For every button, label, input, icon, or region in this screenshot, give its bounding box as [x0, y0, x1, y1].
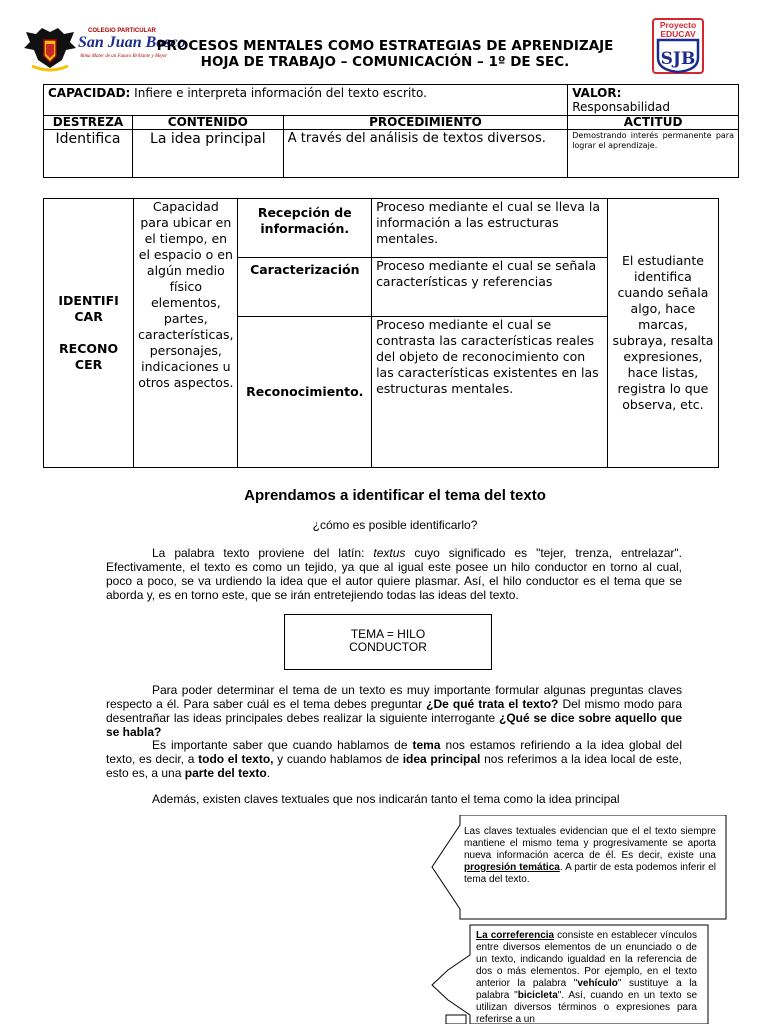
tema-box-line2: CONDUCTOR: [349, 640, 427, 654]
capacity-description: Capacidad para ubicar en el tiempo, en el espacio o en algún medio físico elementos, partes, características, personajes, indicaciones u otros aspectos.: [134, 199, 238, 468]
tema-box-line1: TEMA = HILO: [350, 627, 426, 641]
capacidad-text: Infiere e interpreta información del texto escrito.: [130, 86, 427, 100]
stage-name: Reconocimiento.: [238, 317, 372, 468]
skill-identificar: IDENTIFI CAR: [58, 293, 119, 324]
school-name: San Juan Bosco: [78, 34, 186, 51]
p2-part-b: Del mismo modo para desentrañar las ideas principales debes realizar la siguiente interrogante: [106, 697, 682, 725]
procedimiento-value: A través del análisis de textos diversos.: [283, 130, 567, 178]
actitud-value: Demostrando interés permanente para lograr el aprendizaje.: [568, 130, 739, 178]
skills-cell: [44, 199, 134, 468]
p3-part-c: y cuando hablamos de: [273, 752, 403, 766]
info-table: [43, 84, 739, 178]
valor-label: VALOR:: [572, 86, 622, 100]
note1-progresion: progresión temática: [464, 862, 560, 873]
p2-question-1: ¿De qué trata el texto?: [426, 697, 559, 711]
stage-description: Proceso mediante el cual se contrasta las características reales del objeto de reconocimiento con las características existentes en las estructuras mentales.: [372, 317, 608, 468]
header-procedimiento: PROCEDIMIENTO: [283, 116, 567, 130]
document-subtitle: HOJA DE TRABAJO – COMUNICACIÓN – 1º DE SEC.: [200, 54, 570, 70]
paragraph-4: Además, existen claves textuales que nos indicarán tanto el tema como la idea principal: [152, 792, 620, 806]
note1-part-a: Las claves textuales evidencian que el el texto siempre mantiene el mismo tema y progresivamente se aporta nueva información acerca de él. Es decir, existe una: [464, 826, 716, 861]
note2-part-b: " sustituye a la palabra ": [476, 978, 697, 1001]
stage-name: Caracterización: [238, 258, 372, 317]
school-type-label: COLEGIO PARTICULAR: [88, 28, 156, 34]
skill-reconocer: RECONO CER: [59, 341, 119, 372]
note2-part-a: consiste en establecer vínculos entre diversos elementos de un enunciado o de un texto, indicando igualdad en la referencia de dos o más elementos. Por ejemplo, en el texto anterior la palabra ": [476, 930, 697, 989]
paragraph-1: [106, 546, 682, 602]
valor-text: Responsabilidad: [572, 100, 670, 114]
project-educav-logo: [652, 18, 704, 74]
paragraph-3: [106, 738, 682, 780]
project-label-1: Proyecto: [659, 20, 697, 30]
header-destreza: DESTREZA: [44, 116, 133, 130]
section-heading: Aprendamos a identificar el tema del texto: [244, 487, 546, 504]
guiding-question: ¿cómo es posible identificarlo?: [312, 518, 478, 532]
note2-part-c: ". Así, cuando en un texto se utilizan diversos términos o expresiones para referirse a un: [476, 990, 698, 1025]
student-description: El estudiante identifica cuando señala algo, hace marcas, subraya, resalta expresiones, hace listas, registra lo que observa, etc.: [607, 199, 718, 468]
capacidad-label: CAPACIDAD:: [48, 86, 131, 100]
header-contenido: CONTENIDO: [132, 116, 283, 130]
p2-part-a: Para poder determinar el tema de un texto es muy importante formular algunas preguntas claves respecto a él. Para saber cuál es el tema debes preguntar: [106, 683, 682, 711]
process-table: [43, 198, 719, 468]
callout-correferencia: [476, 930, 697, 1026]
p1-part-a: La palabra texto proviene del latín:: [152, 546, 374, 560]
p3-parte: parte del texto: [184, 766, 267, 780]
stage-name: Recepción de información.: [238, 199, 372, 258]
p3-part-b: nos estamos refiriendo a la idea global del texto, es decir, a: [106, 738, 682, 766]
p3-idea: idea principal: [402, 752, 481, 766]
p3-tema: tema: [412, 738, 441, 752]
stage-description: Proceso mediante el cual se señala características y referencias: [372, 258, 608, 317]
project-label-2: EDUCAV: [660, 29, 696, 39]
p2-question-2: ¿Qué se dice sobre aquello que se habla?: [106, 711, 682, 739]
paragraph-2: [106, 683, 682, 739]
p1-textus: textus: [373, 546, 406, 560]
note1-part-b: . A partir de esta podemos inferir el tema del texto.: [464, 862, 716, 885]
note2-correferencia: La correferencia: [476, 930, 555, 941]
p3-todo: todo el texto,: [198, 752, 274, 766]
p3-part-d: nos referimos a la idea local de este, esto es, a una: [106, 752, 682, 780]
tema-box: [284, 614, 492, 670]
callout-claves-textuales: [464, 826, 716, 886]
valor-cell: [568, 85, 739, 116]
p3-part-e: .: [266, 766, 271, 780]
eagle-crest-logo: [22, 26, 78, 74]
stage-description: Proceso mediante el cual se lleva la información a las estructuras mentales.: [372, 199, 608, 258]
note2-bicicleta: bicicleta: [517, 990, 558, 1001]
header-actitud: ACTITUD: [568, 116, 739, 130]
document-title: PROCESOS MENTALES COMO ESTRATEGIAS DE APRENDIZAJE: [156, 38, 614, 54]
project-shield-mark: SJB: [660, 49, 696, 69]
p1-part-b: cuyo significado es "tejer, trenza, entrelazar". Efectivamente, el texto es como un tejido, ya que al igual este posee un hilo conductor en torno al cual, poco a poco, se va urdiendo la idea que el autor quiere plasmar. Así, el hilo conductor es el tema que se aborda y, es en torno este, que se irán entretejiendo todas las ideas del texto.: [106, 546, 682, 602]
note2-vehiculo: vehículo: [577, 978, 618, 989]
contenido-value: La idea principal: [132, 130, 283, 178]
p3-part-a: Es importante saber que cuando hablamos de: [152, 738, 413, 752]
destreza-value: Identifica: [44, 130, 133, 178]
school-motto: Alma Mater de un Futuro Brillante y Mejor: [80, 54, 168, 59]
capacidad-cell: [44, 85, 568, 116]
